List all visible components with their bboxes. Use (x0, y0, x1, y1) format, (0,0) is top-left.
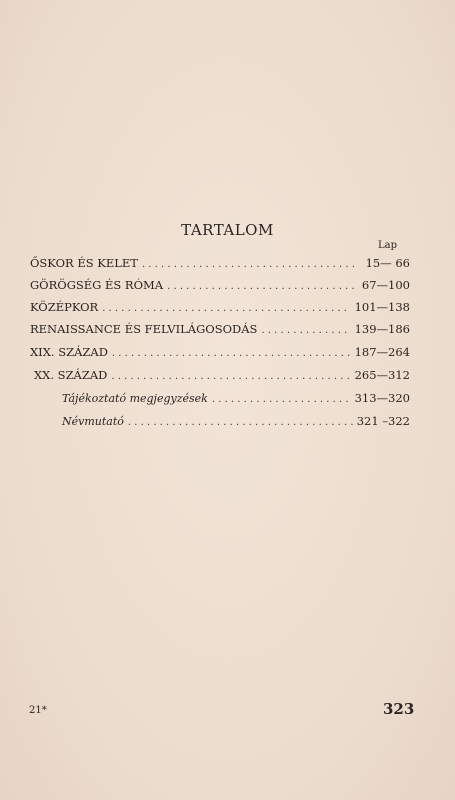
toc-entry (30, 345, 410, 363)
toc-entry-pages: 101—138 (354, 300, 410, 314)
toc-entry (62, 391, 410, 409)
toc-entry-pages: 139—186 (354, 322, 410, 336)
toc-entry-pages: 313—320 (354, 391, 410, 405)
dot-leader (261, 325, 350, 336)
toc-entry-label: XX. SZÁZAD (34, 368, 108, 382)
toc-entry (30, 256, 410, 274)
page-number: 323 (383, 700, 415, 718)
toc-entry (30, 278, 410, 296)
dot-leader (128, 417, 353, 428)
toc-entry-pages: 15— 66 (365, 256, 410, 270)
signature-mark: 21* (29, 705, 47, 716)
toc-entry-label: Névmutató (62, 415, 124, 428)
toc-entry-label: ŐSKOR ÉS KELET (30, 256, 138, 270)
toc-entry (30, 322, 410, 340)
toc-entry (62, 414, 410, 432)
toc-entry-pages: 187—264 (354, 345, 410, 359)
toc-entry-label: KÖZÉPKOR (30, 300, 99, 314)
dot-leader (212, 394, 351, 405)
toc-entry-label: Tájékoztató megjegyzések (62, 392, 208, 405)
dot-leader (102, 303, 350, 314)
toc-title: TARTALOM (181, 221, 274, 239)
dot-leader (111, 371, 350, 382)
dot-leader (142, 259, 356, 270)
toc-entry-label: XIX. SZÁZAD (30, 345, 108, 359)
toc-entry-pages: 265—312 (354, 368, 410, 382)
toc-entry-label: GÖRÖGSÉG ÉS RÓMA (30, 278, 164, 292)
toc-entry-pages: 321 –322 (356, 414, 410, 428)
page-column-header: Lap (378, 240, 398, 251)
dot-leader (112, 348, 351, 359)
toc-entry (30, 300, 410, 318)
dot-leader (167, 281, 356, 292)
toc-entry-label: RENAISSANCE ÉS FELVILÁGOSODÁS (30, 322, 258, 336)
toc-entry (34, 368, 410, 386)
toc-entry-pages: 67—100 (361, 278, 410, 292)
